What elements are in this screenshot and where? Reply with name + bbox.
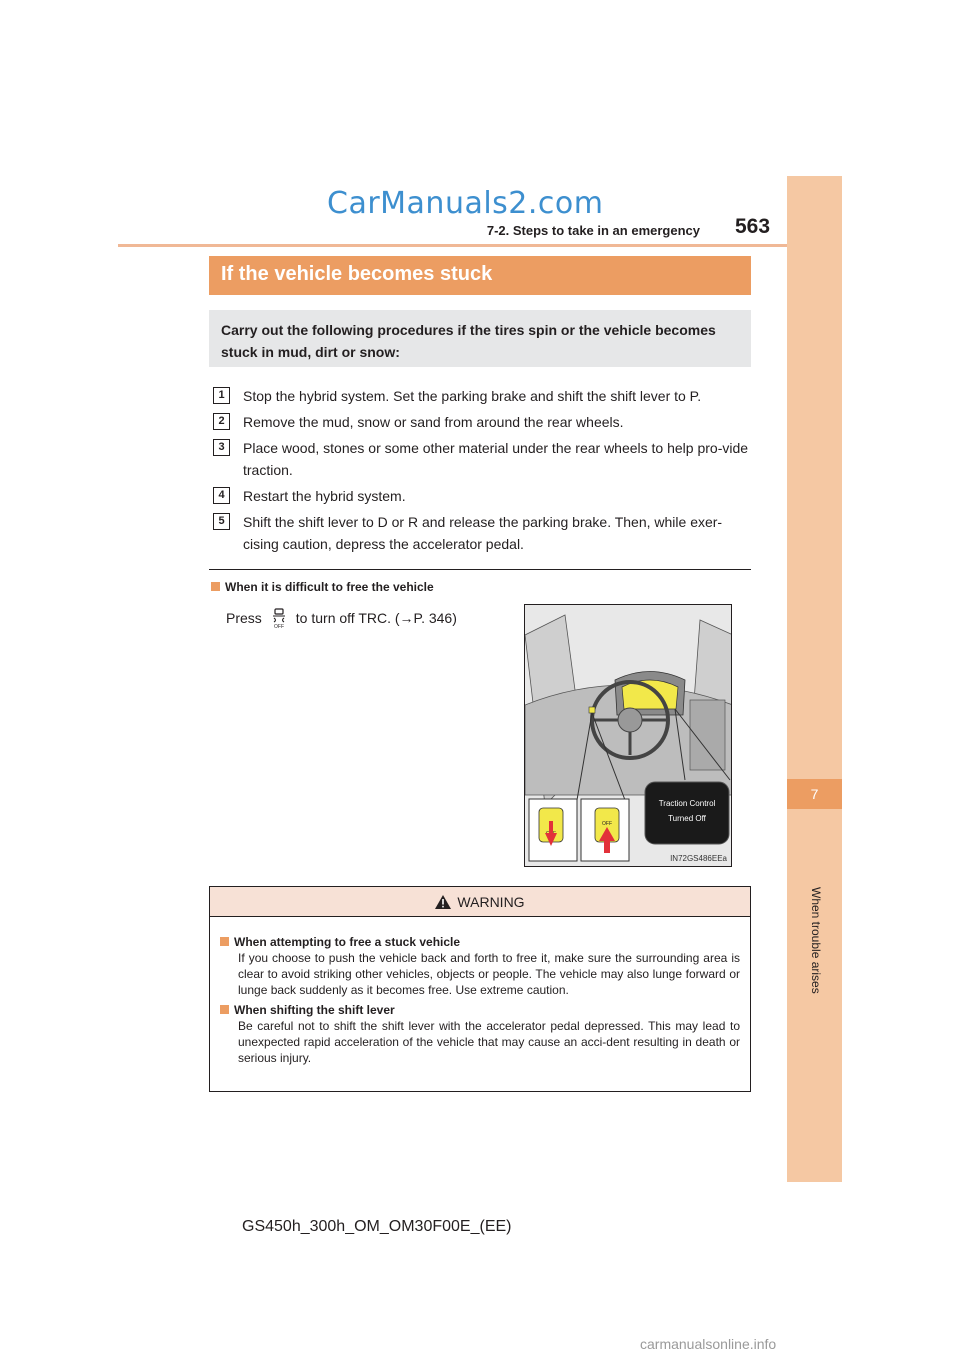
svg-text:Traction Control: Traction Control bbox=[658, 799, 716, 808]
step-number: 3 bbox=[213, 439, 230, 456]
warning-item-title-text: When attempting to free a stuck vehicle bbox=[234, 935, 461, 949]
page-title: If the vehicle becomes stuck bbox=[209, 256, 751, 295]
warning-item-title bbox=[220, 934, 740, 950]
step-text: Stop the hybrid system. Set the parking brake and shift the shift lever to P. bbox=[243, 388, 702, 404]
figure-code: IN72GS486EEa bbox=[670, 854, 727, 863]
step-text: Place wood, stones or some other material under the rear wheels to help pro-vide traction. bbox=[243, 440, 749, 478]
warning-label: WARNING bbox=[457, 893, 525, 910]
warning-item-title bbox=[220, 1002, 740, 1018]
bullet-square-icon bbox=[211, 582, 220, 591]
press-instruction bbox=[226, 607, 457, 629]
step-number: 5 bbox=[213, 513, 230, 530]
svg-text:OFF: OFF bbox=[602, 821, 612, 827]
warning-body bbox=[210, 917, 750, 1066]
intro-text: Carry out the following procedures if the tires spin or the vehicle becomes stuck in mud, dirt or snow: bbox=[209, 310, 751, 367]
sub-heading bbox=[211, 580, 434, 594]
warning-triangle-icon bbox=[435, 895, 451, 909]
warning-header bbox=[210, 887, 750, 917]
section-title: 7-2. Steps to take in an emergency bbox=[486, 223, 700, 238]
chapter-sidebar bbox=[787, 176, 842, 1182]
svg-text:OFF: OFF bbox=[273, 624, 284, 629]
trc-off-icon bbox=[266, 607, 292, 629]
step-text: Remove the mud, snow or sand from around the rear wheels. bbox=[243, 414, 624, 430]
bullet-square-icon bbox=[220, 937, 229, 946]
sub-heading-text: When it is difficult to free the vehicle bbox=[225, 580, 434, 594]
chapter-title: When trouble arises bbox=[809, 887, 823, 994]
press-after: to turn off TRC. (→P. 346) bbox=[295, 610, 457, 626]
step-number: 1 bbox=[213, 387, 230, 404]
watermark-bottom: carmanualsonline.info bbox=[640, 1336, 777, 1352]
svg-text:Turned Off: Turned Off bbox=[668, 814, 706, 823]
press-before: Press bbox=[226, 610, 262, 626]
dashboard-figure bbox=[524, 604, 732, 867]
warning-item-text: If you choose to push the vehicle back and forth to free it, make sure the surrounding area is clear to avoid striking other vehicles, objects or people. The vehicle may also lunge forward or lunge back suddenly as it becomes free. Use extreme caution. bbox=[238, 951, 740, 997]
step-text: Shift the shift lever to D or R and release the parking brake. Then, while exer-cising caution, depress the accelerator pedal. bbox=[243, 514, 723, 552]
chapter-number: 7 bbox=[787, 779, 842, 809]
page-number: 563 bbox=[735, 215, 771, 238]
step-number: 4 bbox=[213, 487, 230, 504]
step-text: Restart the hybrid system. bbox=[243, 488, 406, 504]
step-number: 2 bbox=[213, 413, 230, 430]
watermark-top: CarManuals2.com bbox=[327, 186, 604, 221]
warning-item-title-text: When shifting the shift lever bbox=[234, 1003, 395, 1017]
dashboard-illustration bbox=[525, 605, 732, 867]
warning-item-text: Be careful not to shift the shift lever with the accelerator pedal depressed. This may lead to unexpected rapid acceleration of the vehicle that may cause an acci-dent resulting in death or serious injury. bbox=[238, 1019, 740, 1065]
document-id: GS450h_300h_OM_OM30F00E_(EE) bbox=[242, 1218, 512, 1235]
section-divider bbox=[209, 569, 751, 570]
header-rule bbox=[118, 244, 842, 247]
bullet-square-icon bbox=[220, 1005, 229, 1014]
warning-box bbox=[209, 886, 751, 1092]
